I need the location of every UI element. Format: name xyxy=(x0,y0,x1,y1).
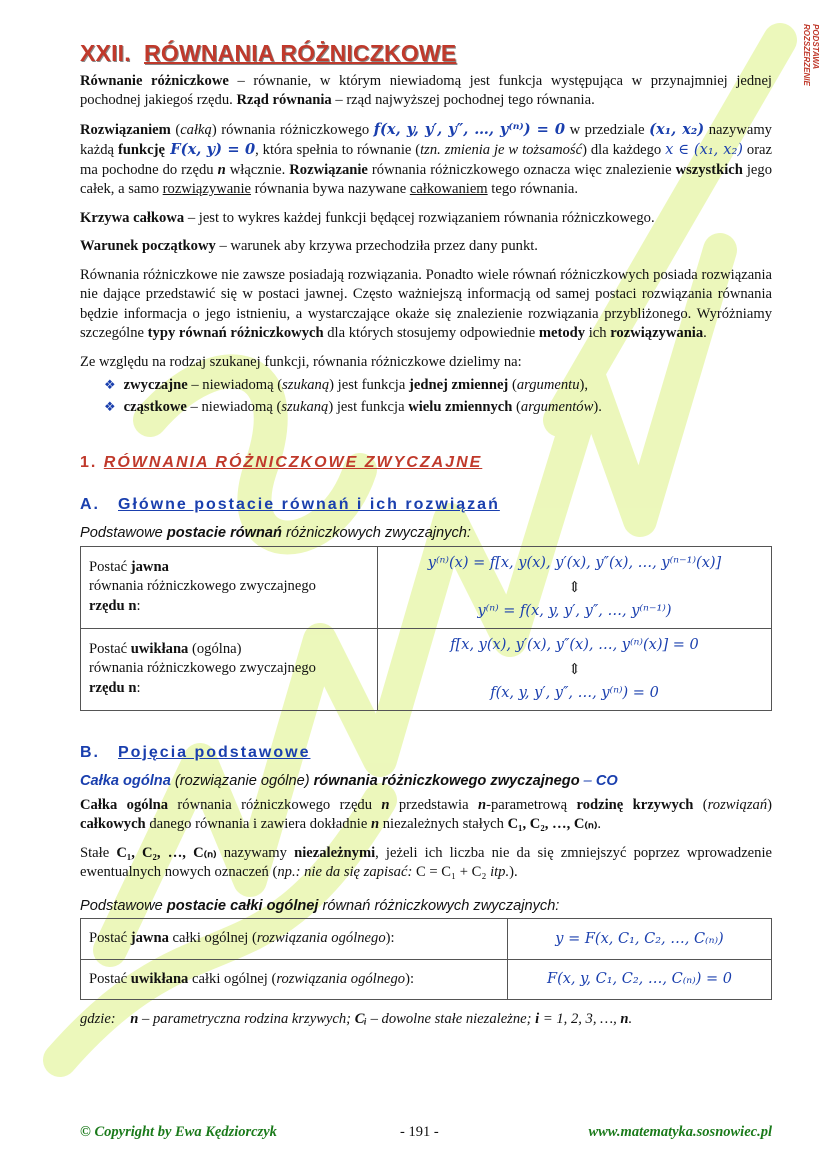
term: n xyxy=(620,1011,629,1027)
text: ( xyxy=(170,773,180,789)
term: Cᵢ xyxy=(354,1011,367,1027)
table-a-caption xyxy=(80,524,772,544)
footnote xyxy=(80,1010,772,1030)
term: jawna xyxy=(130,930,169,946)
text: ): xyxy=(385,930,395,946)
text: -parametrową xyxy=(486,796,577,813)
type-list xyxy=(104,376,772,417)
text: równania różniczkowego oznacza więc znalezienie xyxy=(367,161,676,178)
text: , jeżeli ich liczba nie da się zmniejszyć poprzez wprowadzenie ewentualnych nowych oznaczeń ( xyxy=(80,844,772,880)
term: uwikłana xyxy=(130,640,189,657)
text: całkowaniem xyxy=(409,181,488,197)
text: : xyxy=(136,679,141,696)
text: – rząd najwyższej pochodnej tego równania. xyxy=(331,92,595,108)
formula: f(x, y, y′, y″, …, y⁽ⁿ⁾) = 0 xyxy=(373,120,566,138)
text: Stałe xyxy=(80,844,117,861)
term: n xyxy=(130,1011,139,1027)
text: np.: nie da się zapisać: xyxy=(277,864,413,880)
table-cell: y = F(x, C₁, C₂, …, C₍ₙ₎) xyxy=(508,919,772,960)
general-integral-forms-table xyxy=(80,918,772,1000)
text: rozwiązania ogólnego xyxy=(276,970,406,987)
table-cell: F(x, y, C₁, C₂, …, C₍ₙ₎) = 0 xyxy=(508,959,772,1000)
diamond-bullet-icon: ❖ xyxy=(104,399,116,415)
subsection-letter: B. xyxy=(80,743,100,761)
subsection-a-heading xyxy=(80,495,772,515)
side-label xyxy=(802,24,820,86)
text: niezależnych stałych xyxy=(379,816,508,832)
table-cell xyxy=(378,546,772,628)
text: rozwiązania ogólnego xyxy=(256,930,386,946)
term: C₁, C₂, …, C₍ₙ₎ xyxy=(116,844,217,861)
formula: x ∈ (x₁, x₂) xyxy=(665,141,743,158)
text: ( xyxy=(508,377,517,393)
definition-initial-condition xyxy=(80,237,772,257)
table-row xyxy=(81,628,772,710)
formula: y⁽ⁿ⁾ = f(x, y, y′, y″, …, y⁽ⁿ⁻¹⁾) xyxy=(477,603,672,619)
text: ), xyxy=(579,377,589,393)
table-row xyxy=(81,959,772,1000)
term: rozwiązywania xyxy=(610,325,704,341)
definition-integral-curve xyxy=(80,209,772,229)
text: tzn. zmienia je w tożsamość xyxy=(420,142,583,158)
term: równania różniczkowego zwyczajnego xyxy=(313,773,580,789)
section-number: 1. xyxy=(80,454,98,471)
text: równania różniczkowego zwyczajnego xyxy=(89,660,316,677)
term: wszystkich xyxy=(675,161,743,178)
subsection-title: Pojęcia podstawowe xyxy=(118,743,311,761)
term: Całka ogólna xyxy=(80,796,169,813)
table-row xyxy=(81,546,772,628)
text: : xyxy=(136,597,141,614)
text: – równanie, w którym niewiadomą jest funkcja występująca w przynajmniej jednej pochodnej jakiegoś rzędu. xyxy=(80,72,772,108)
subsection-title: Główne postacie równań i ich rozwiązań xyxy=(118,495,500,513)
side-label-basic: PODSTAWA xyxy=(811,24,820,70)
definition-equation xyxy=(80,72,772,111)
equation-forms-table xyxy=(80,546,772,711)
term: rzędu n xyxy=(89,597,137,614)
formula: f(x, y, y′, y″, …, y⁽ⁿ⁾) = 0 xyxy=(490,685,659,701)
paragraph-existence xyxy=(80,266,772,344)
text: . xyxy=(628,1011,633,1027)
term: funkcję xyxy=(117,142,165,158)
text: ). xyxy=(509,864,518,880)
formula: (x₁, x₂) xyxy=(649,120,705,138)
term: i xyxy=(535,1011,540,1027)
page-content xyxy=(80,40,773,1030)
table-cell xyxy=(378,628,772,710)
text: argumentu xyxy=(516,377,580,393)
table-b-caption xyxy=(80,897,772,917)
text: – niewiadomą ( xyxy=(186,398,282,415)
text: ) równania różniczkowego xyxy=(211,121,374,138)
text: . xyxy=(703,325,707,341)
diamond-bullet-icon: ❖ xyxy=(104,378,116,393)
text: ( xyxy=(170,121,181,138)
text: ) dla każdego xyxy=(582,142,666,158)
text: ( xyxy=(693,796,708,813)
text: szukaną xyxy=(282,377,330,393)
term: jednej zmiennej xyxy=(409,377,509,393)
term: postacie całki ogólnej xyxy=(166,897,319,914)
text: rozwiązań xyxy=(707,796,768,813)
text: danego równania i zawiera dokładnie xyxy=(145,816,371,832)
text: Postać xyxy=(89,970,131,987)
page-number: - 191 - xyxy=(400,1124,439,1140)
definition-solution xyxy=(80,120,772,200)
text: – jest to wykres każdej funkcji będącej rozwiązaniem równania różniczkowego. xyxy=(184,209,655,226)
text: Postać xyxy=(89,930,131,946)
page-title xyxy=(80,40,772,66)
text: równania bywa nazywane xyxy=(251,181,410,197)
text: ich xyxy=(585,325,611,341)
term: CO xyxy=(595,773,618,789)
table-cell xyxy=(81,628,378,710)
copyright: © Copyright by Ewa Kędziorczyk xyxy=(80,1124,277,1140)
table-cell xyxy=(81,546,378,628)
table-cell xyxy=(81,959,508,1000)
text: ) jest funkcja xyxy=(329,377,409,393)
term: niezależnymi xyxy=(294,844,376,861)
page-footer xyxy=(80,1124,772,1141)
text: Podstawowe xyxy=(80,525,167,541)
term: Rząd równania xyxy=(236,92,332,108)
text: – warunek aby krzywa przechodziła przez dany punkt. xyxy=(215,238,538,254)
text: szukaną xyxy=(281,398,329,415)
text: nazywamy każdą xyxy=(80,121,772,158)
term: jawna xyxy=(130,558,169,575)
term: całkowych xyxy=(80,816,146,832)
equivalence-arrow-icon: ⇕ xyxy=(568,578,581,596)
term: Krzywa całkowa xyxy=(80,209,185,226)
formula: n xyxy=(217,161,226,178)
list-item xyxy=(104,398,772,418)
text: równania różniczkowego zwyczajnego xyxy=(89,578,316,595)
text: Postać xyxy=(89,640,131,657)
text: ) xyxy=(304,773,314,789)
term: C₁, C₂, …, C₍ₙ₎ xyxy=(507,816,598,832)
term: wielu zmiennych xyxy=(408,398,513,415)
text: ): xyxy=(405,970,415,987)
table-cell xyxy=(81,919,508,960)
term: Równanie różniczkowe xyxy=(80,72,229,89)
text: , która spełnia to równanie ( xyxy=(255,142,421,158)
text: całki ogólnej ( xyxy=(188,970,277,987)
text: Postać xyxy=(89,558,131,575)
text: – niewiadomą ( xyxy=(187,377,283,393)
text: (ogólna) xyxy=(188,640,242,657)
section-title: RÓWNANIA RÓŻNICZKOWE ZWYCZAJNE xyxy=(103,454,483,471)
text: . xyxy=(597,816,602,832)
table-row xyxy=(81,919,772,960)
text: = 1, 2, 3, …, xyxy=(539,1011,621,1027)
text: C = C₁ + C₂ xyxy=(412,864,491,880)
chapter-number: XXII. xyxy=(80,40,131,66)
text: całki ogólnej ( xyxy=(168,930,257,946)
term: typy równań różniczkowych xyxy=(147,325,324,341)
term: postacie równań xyxy=(166,525,282,541)
general-integral-heading xyxy=(80,772,772,792)
text: – xyxy=(579,773,596,789)
text: jego całek, a samo xyxy=(80,161,772,197)
term: rzędu n xyxy=(89,679,137,696)
subsection-b-heading xyxy=(80,743,772,763)
text: – parametryczna rodzina krzywych; xyxy=(138,1011,355,1027)
general-integral-definition xyxy=(80,796,772,835)
text: równań różniczkowych zwyczajnych: xyxy=(318,897,560,914)
paragraph-division: Ze względu na rodzaj szukanej funkcji, równania różniczkowe dzielimy na: xyxy=(80,353,522,370)
term: Rozwiązanie xyxy=(289,161,368,178)
equivalence-arrow-icon: ⇕ xyxy=(568,660,581,678)
text: przedstawia xyxy=(389,796,478,813)
text: całką xyxy=(180,121,212,138)
text: – dowolne stałe niezależne; xyxy=(366,1011,536,1027)
text: ) jest funkcja xyxy=(328,398,409,415)
text: nazywamy xyxy=(216,844,295,861)
text: gdzie: xyxy=(80,1011,131,1027)
text: dla których stosujemy odpowiednie xyxy=(323,325,539,341)
text: rozwiązanie ogólne xyxy=(179,773,305,789)
text: w przedziale xyxy=(565,121,650,138)
text: ). xyxy=(593,398,602,415)
text: włącznie. xyxy=(225,161,290,178)
text: Równania różniczkowe nie zawsze posiadają rozwiązania. Ponadto wiele równań różniczkowych posiada rozwiązania nie dające przedstawić się w postaci jawnej. Często ważniejszą informacją od samej postaci rozwiązania równania będzie informacja o jego istnieniu, a wystarczające okaże się znalezienie rozwiązania przybliżonego. Wyróżniamy szczególne xyxy=(80,266,772,341)
term: zwyczajne xyxy=(123,377,188,393)
term: uwikłana xyxy=(130,970,189,987)
list-item xyxy=(104,376,772,396)
term: Całka ogólna xyxy=(80,773,171,789)
text: oraz ma pochodne do rzędu xyxy=(80,142,773,178)
text: ) xyxy=(767,796,772,813)
term: rodzinę krzywych xyxy=(576,796,694,813)
term: n xyxy=(477,796,487,813)
term: Rozwiązaniem xyxy=(80,121,171,138)
website-link[interactable]: www.matematyka.sosnowiec.pl xyxy=(588,1124,772,1140)
text: ( xyxy=(512,398,521,415)
independent-constants xyxy=(80,844,772,883)
text: różniczkowych zwyczajnych: xyxy=(281,525,471,541)
text: argumentów xyxy=(520,398,594,415)
text: Podstawowe xyxy=(80,897,167,914)
formula: F(x, y) = 0 xyxy=(164,141,256,158)
text: tego równania. xyxy=(487,181,579,197)
formula: f[x, y(x), y′(x), y″(x), …, y⁽ⁿ⁾(x)] = 0 xyxy=(450,637,699,653)
term: metody xyxy=(538,325,586,341)
text: równania różniczkowego rzędu xyxy=(168,796,382,813)
term: n xyxy=(381,796,390,813)
side-label-extended: ROZSZERZENIE xyxy=(802,24,811,86)
term: cząstkowe xyxy=(123,398,187,415)
formula: y⁽ⁿ⁾(x) = f[x, y(x), y′(x), y″(x), …, y⁽ⁿ⁻¹⁾(x)] xyxy=(427,555,722,571)
term: n xyxy=(370,816,380,832)
chapter-title: RÓWNANIA RÓŻNICZKOWE xyxy=(144,40,457,66)
section-heading xyxy=(80,453,772,473)
text: rozwiązywanie xyxy=(162,181,251,197)
text: itp. xyxy=(490,864,510,880)
term: Warunek początkowy xyxy=(80,238,216,254)
subsection-letter: A. xyxy=(80,495,100,513)
